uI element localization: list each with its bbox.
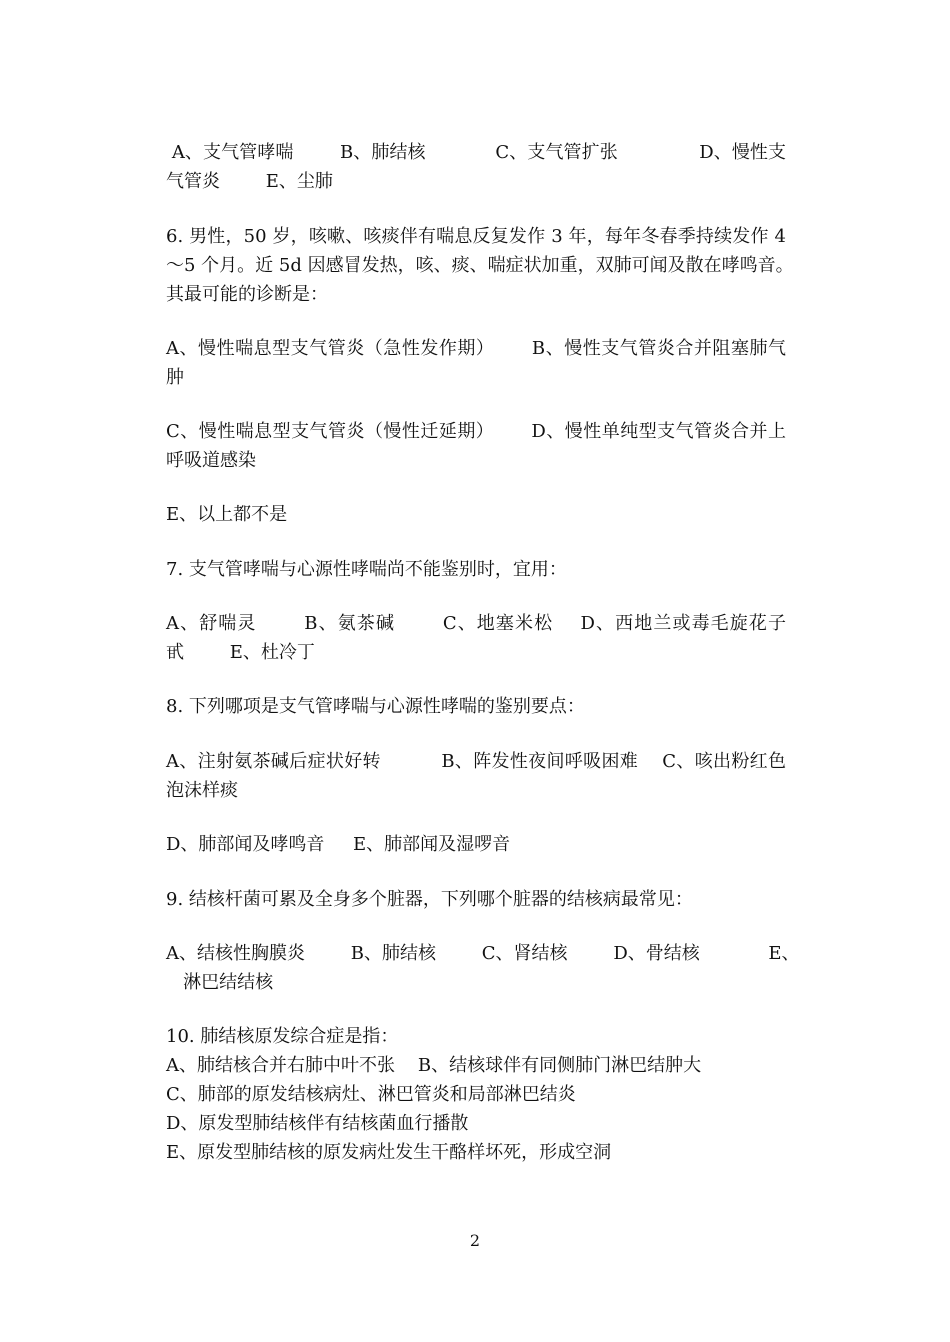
q7-options-line-2: 甙 E、杜冷丁 [166,642,315,663]
q8-options-line-2: 泡沫样痰 [166,780,238,801]
q9-options-line-2: 淋巴结结核 [166,972,274,993]
q10-option-e: E、原发型肺结核的原发病灶发生干酪样坏死，形成空洞 [166,1142,612,1163]
q7-stem: 7. 支气管哮喘与心源性哮喘尚不能鉴别时，宜用： [166,559,567,580]
q6-options-cd-line-1: C、慢性喘息型支气管炎（慢性迁延期） D、慢性单纯型支气管炎合并上 [166,421,786,442]
q5-options-line-1: A、支气管哮喘 B、肺结核 C、支气管扩张 D、慢性支 [166,142,786,163]
q10-option-d: D、原发型肺结核伴有结核菌血行播散 [166,1113,469,1134]
q6-option-e: E、以上都不是 [166,504,288,525]
page-number: 2 [469,1231,481,1250]
q8-stem: 8. 下列哪项是支气管哮喘与心源性哮喘的鉴别要点： [166,696,585,717]
q10-options-ab: A、肺结核合并右肺中叶不张 B、结核球伴有同侧肺门淋巴结肿大 [166,1055,702,1076]
q6-options-ab-line-1: A、慢性喘息型支气管炎（急性发作期） B、慢性支气管炎合并阻塞肺气 [166,338,786,359]
q9-stem: 9. 结核杆菌可累及全身多个脏器，下列哪个脏器的结核病最常见： [166,889,693,910]
q8-options-line-3: D、肺部闻及哮鸣音 E、肺部闻及湿啰音 [166,834,511,855]
q10-stem: 10. 肺结核原发综合症是指： [166,1026,399,1047]
q10-option-c: C、肺部的原发结核病灶、淋巴管炎和局部淋巴结炎 [166,1084,576,1105]
q6-stem-line-1: 6. 男性，50 岁，咳嗽、咳痰伴有喘息反复发作 3 年，每年冬春季持续发作 4 [166,226,786,247]
q5-options-line-2: 气管炎 E、尘肺 [166,171,333,192]
q6-options-ab-line-2: 肿 [166,367,184,388]
q6-stem-line-2: ～5 个月。近 5d 因感冒发热，咳、痰、喘症状加重，双肺可闻及散在哮鸣音。 [166,255,794,276]
q7-options-line-1: A、舒喘灵 B、氨茶碱 C、地塞米松 D、西地兰或毒毛旋花子 [166,613,786,634]
q8-options-line-1: A、注射氨茶碱后症状好转 B、阵发性夜间呼吸困难 C、咳出粉红色 [166,751,786,772]
q6-options-cd-line-2: 呼吸道感染 [166,450,256,471]
q6-stem-line-3: 其最可能的诊断是： [166,284,328,305]
q9-options-line-1: A、结核性胸膜炎 B、肺结核 C、肾结核 D、骨结核 E、 [166,943,800,964]
